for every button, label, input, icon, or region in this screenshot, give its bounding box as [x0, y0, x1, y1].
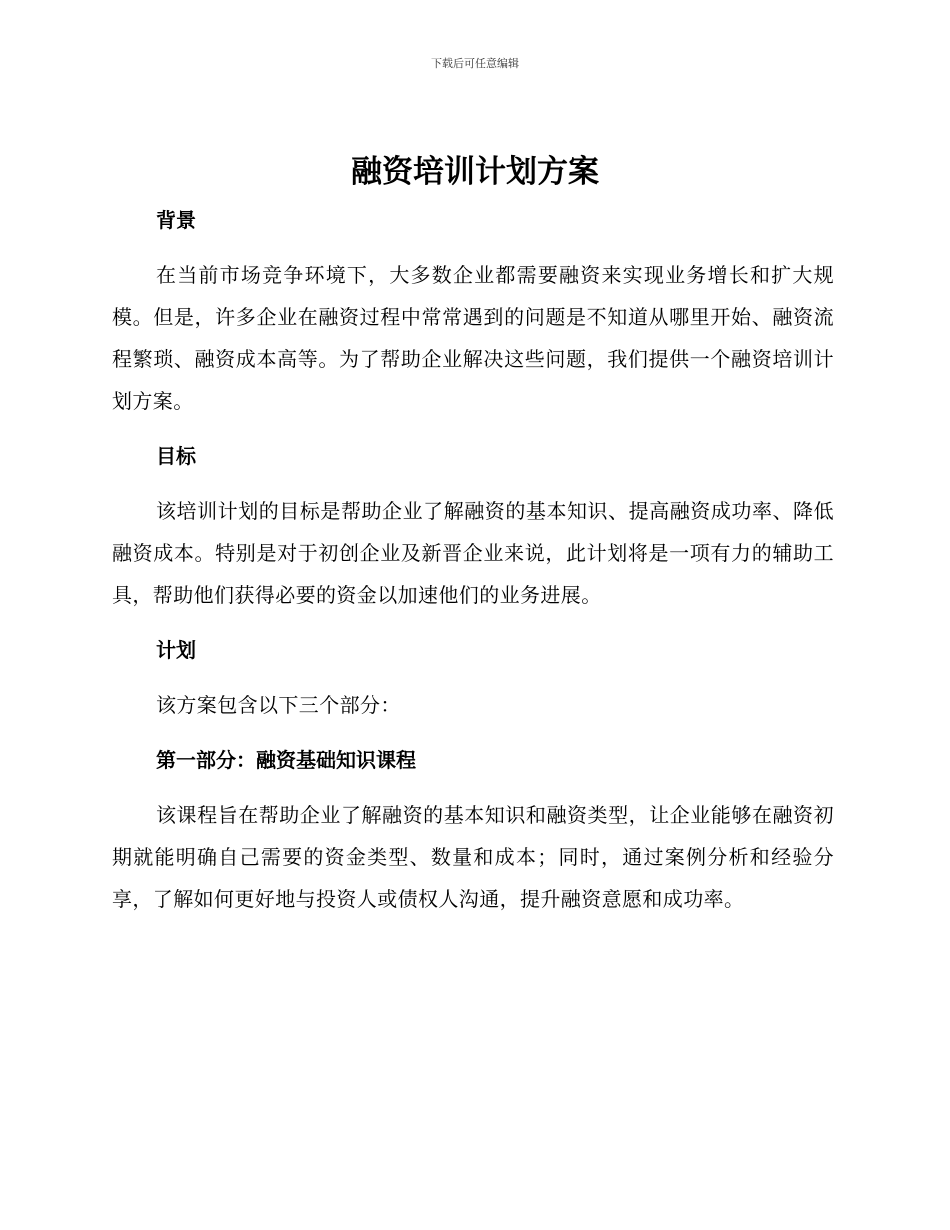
section-paragraph-background: 在当前市场竞争环境下，大多数企业都需要融资来实现业务增长和扩大规模。但是，许多企业在融资过程中常常遇到的问题是不知道从哪里开始、融资流程繁琐、融资成本高等。为了帮助企业解决这些问题，我们提供一个融资培训计划方案。: [112, 263, 834, 413]
document-title: 融资培训计划方案: [351, 154, 599, 190]
section-paragraph-plan: 该方案包含以下三个部分：: [156, 693, 401, 717]
section-heading-plan: 计划: [156, 638, 196, 662]
section-heading-goal: 目标: [156, 444, 196, 468]
section-heading-background: 背景: [156, 208, 196, 232]
section-paragraph-part1: 该课程旨在帮助企业了解融资的基本知识和融资类型，让企业能够在融资初期就能明确自己需要的资金类型、数量和成本；同时，通过案例分析和经验分享，了解如何更好地与投资人或债权人沟通，提升融资意愿和成功率。: [112, 803, 834, 911]
section-heading-part1: 第一部分：融资基础知识课程: [156, 748, 416, 772]
page-header-note: 下载后可任意编辑: [431, 57, 519, 70]
document-body: [112, 200, 834, 920]
section-paragraph-goal: 该培训计划的目标是帮助企业了解融资的基本知识、提高融资成功率、降低融资成本。特别是对于初创企业及新晋企业来说，此计划将是一项有力的辅助工具，帮助他们获得必要的资金以加速他们的业务进展。: [112, 499, 834, 607]
